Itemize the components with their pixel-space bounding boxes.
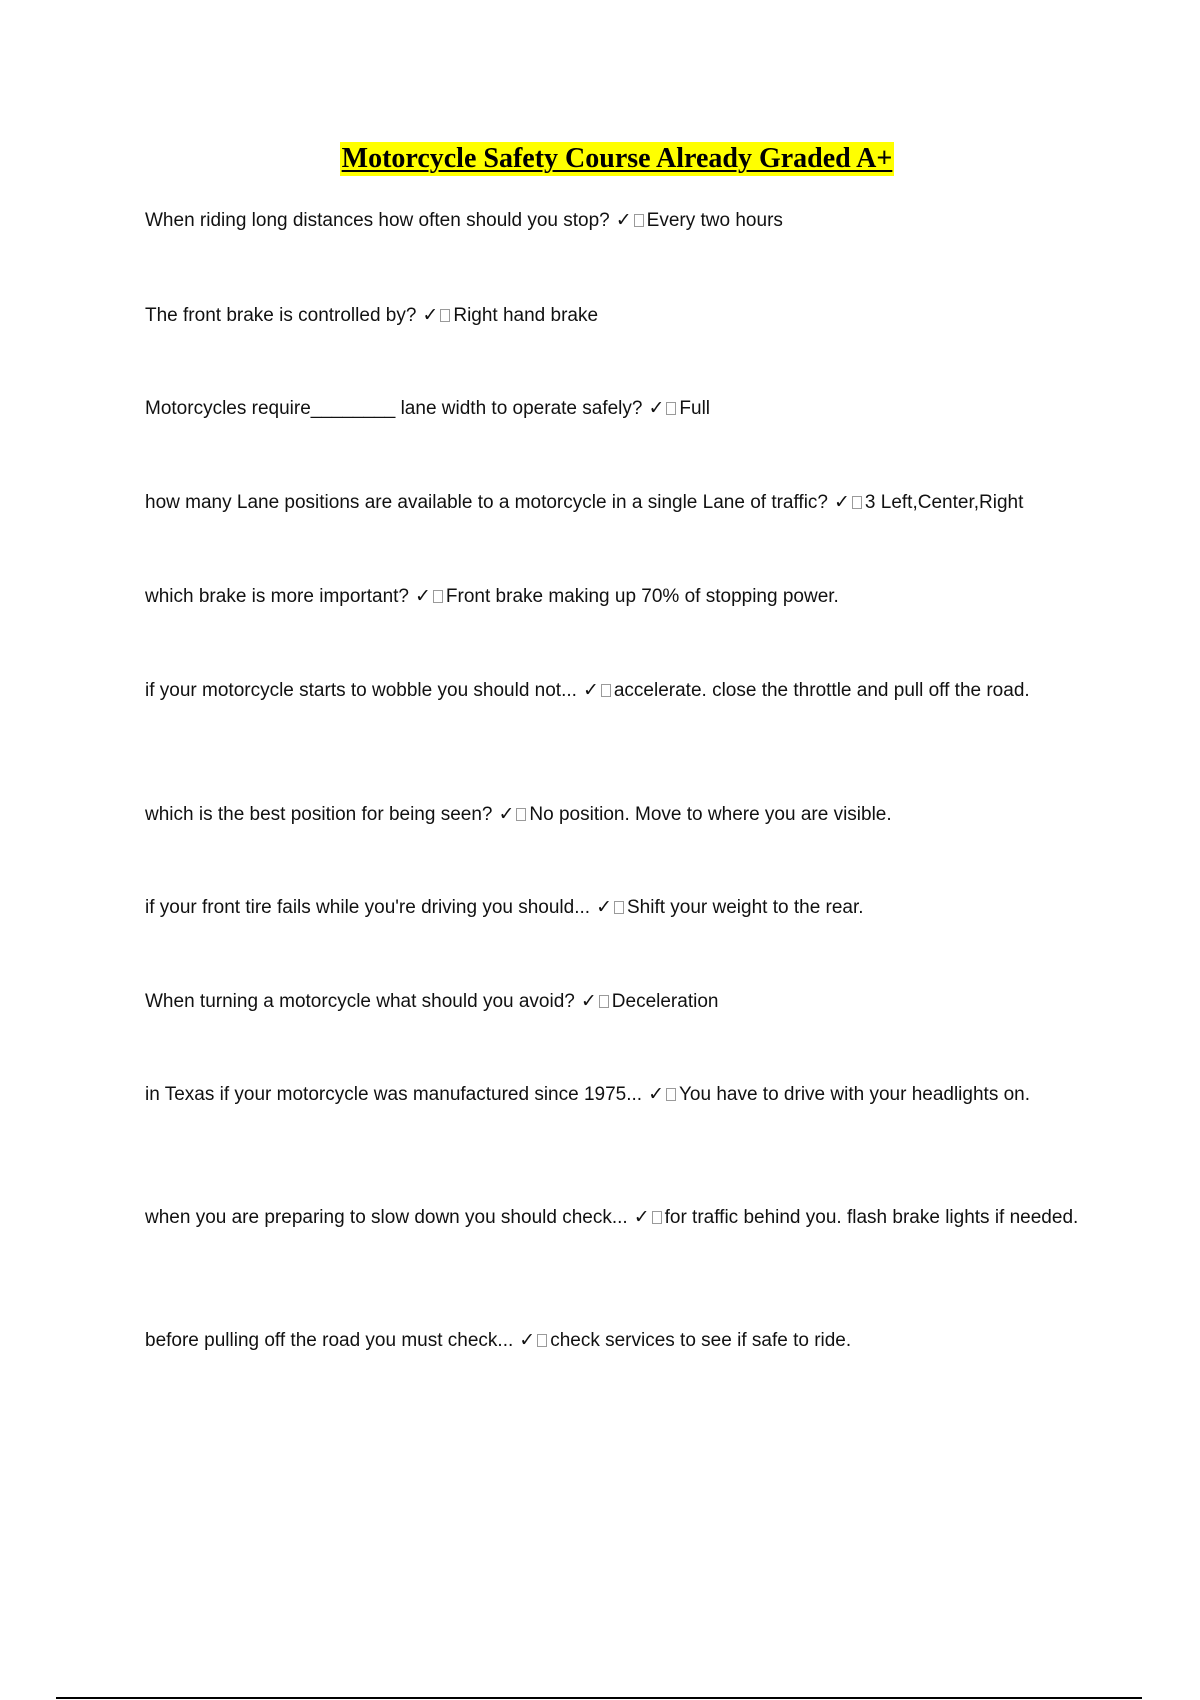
- checkbox-icon: [433, 590, 443, 603]
- check-mark-icon: ✓: [580, 990, 597, 1012]
- answer-text: for traffic behind you. flash brake lights if needed.: [664, 1207, 1079, 1228]
- question-text: before pulling off the road you must check...: [145, 1330, 514, 1351]
- question-text: if your front tire fails while you're driving you should...: [145, 897, 591, 918]
- question-text: how many Lane positions are available to a motorcycle in a single Lane of traffic?: [145, 492, 828, 513]
- check-mark-icon: ✓: [615, 209, 632, 231]
- check-mark-icon: ✓: [648, 1083, 664, 1105]
- checkbox-icon: [440, 309, 450, 322]
- answer-text: accelerate. close the throttle and pull off the road.: [613, 680, 1030, 701]
- question-text: which is the best position for being seen?: [145, 804, 493, 825]
- qa-item: [145, 676, 1095, 705]
- check-mark-icon: ✓: [582, 679, 599, 701]
- qa-item: [145, 394, 1095, 423]
- title-wrap: [0, 142, 1200, 176]
- answer-text: Every two hours: [646, 210, 783, 231]
- checkbox-icon: [601, 684, 611, 697]
- question-text: when you are preparing to slow down you should check...: [145, 1207, 628, 1228]
- document-title: Motorcycle Safety Course Already Graded A+: [341, 143, 893, 174]
- check-mark-icon: ✓: [633, 1206, 650, 1228]
- question-text: which brake is more important?: [145, 586, 409, 607]
- qa-item: [145, 301, 1095, 330]
- qa-item: [145, 893, 1095, 922]
- check-mark-icon: ✓: [422, 304, 439, 326]
- checkbox-icon: [599, 995, 609, 1008]
- checkbox-icon: [666, 402, 676, 415]
- check-mark-icon: ✓: [648, 397, 665, 419]
- answer-text: Full: [679, 398, 711, 419]
- answer-text: You have to drive with your headlights on.: [678, 1084, 1031, 1105]
- check-mark-icon: ✓: [519, 1329, 536, 1351]
- check-mark-icon: ✓: [415, 585, 431, 607]
- qa-item: [145, 1080, 1095, 1109]
- checkbox-icon: [652, 1211, 662, 1224]
- checkbox-icon: [634, 214, 644, 227]
- qa-item: [145, 1203, 1095, 1232]
- checkbox-icon: [537, 1334, 547, 1347]
- checkbox-icon: [516, 808, 526, 821]
- question-text: When turning a motorcycle what should you avoid?: [145, 991, 575, 1012]
- checkbox-icon: [614, 901, 624, 914]
- qa-item: [145, 800, 1095, 829]
- qa-item: [145, 582, 1095, 611]
- question-text: When riding long distances how often should you stop?: [145, 210, 610, 231]
- checkbox-icon: [666, 1088, 676, 1101]
- answer-text: 3 Left,Center,Right: [864, 492, 1024, 513]
- check-mark-icon: ✓: [834, 491, 850, 513]
- question-text: The front brake is controlled by?: [145, 305, 417, 326]
- answer-text: Right hand brake: [453, 305, 599, 326]
- answer-text: Deceleration: [611, 991, 719, 1012]
- question-text: Motorcycles require________ lane width to operate safely?: [145, 398, 643, 419]
- qa-item: [145, 488, 1095, 517]
- qa-item: [145, 1326, 1095, 1355]
- question-text: if your motorcycle starts to wobble you should not...: [145, 680, 577, 701]
- question-text: in Texas if your motorcycle was manufactured since 1975...: [145, 1084, 643, 1105]
- answer-text: No position. Move to where you are visible.: [529, 804, 892, 825]
- check-mark-icon: ✓: [596, 896, 612, 918]
- answer-text: check services to see if safe to ride.: [550, 1330, 852, 1351]
- answer-text: Front brake making up 70% of stopping power.: [445, 586, 839, 607]
- qa-item: [145, 987, 1095, 1016]
- footer-rule: [56, 1697, 1142, 1699]
- answer-text: Shift your weight to the rear.: [626, 897, 864, 918]
- check-mark-icon: ✓: [498, 803, 515, 825]
- qa-item: [145, 206, 1095, 235]
- checkbox-icon: [852, 496, 862, 509]
